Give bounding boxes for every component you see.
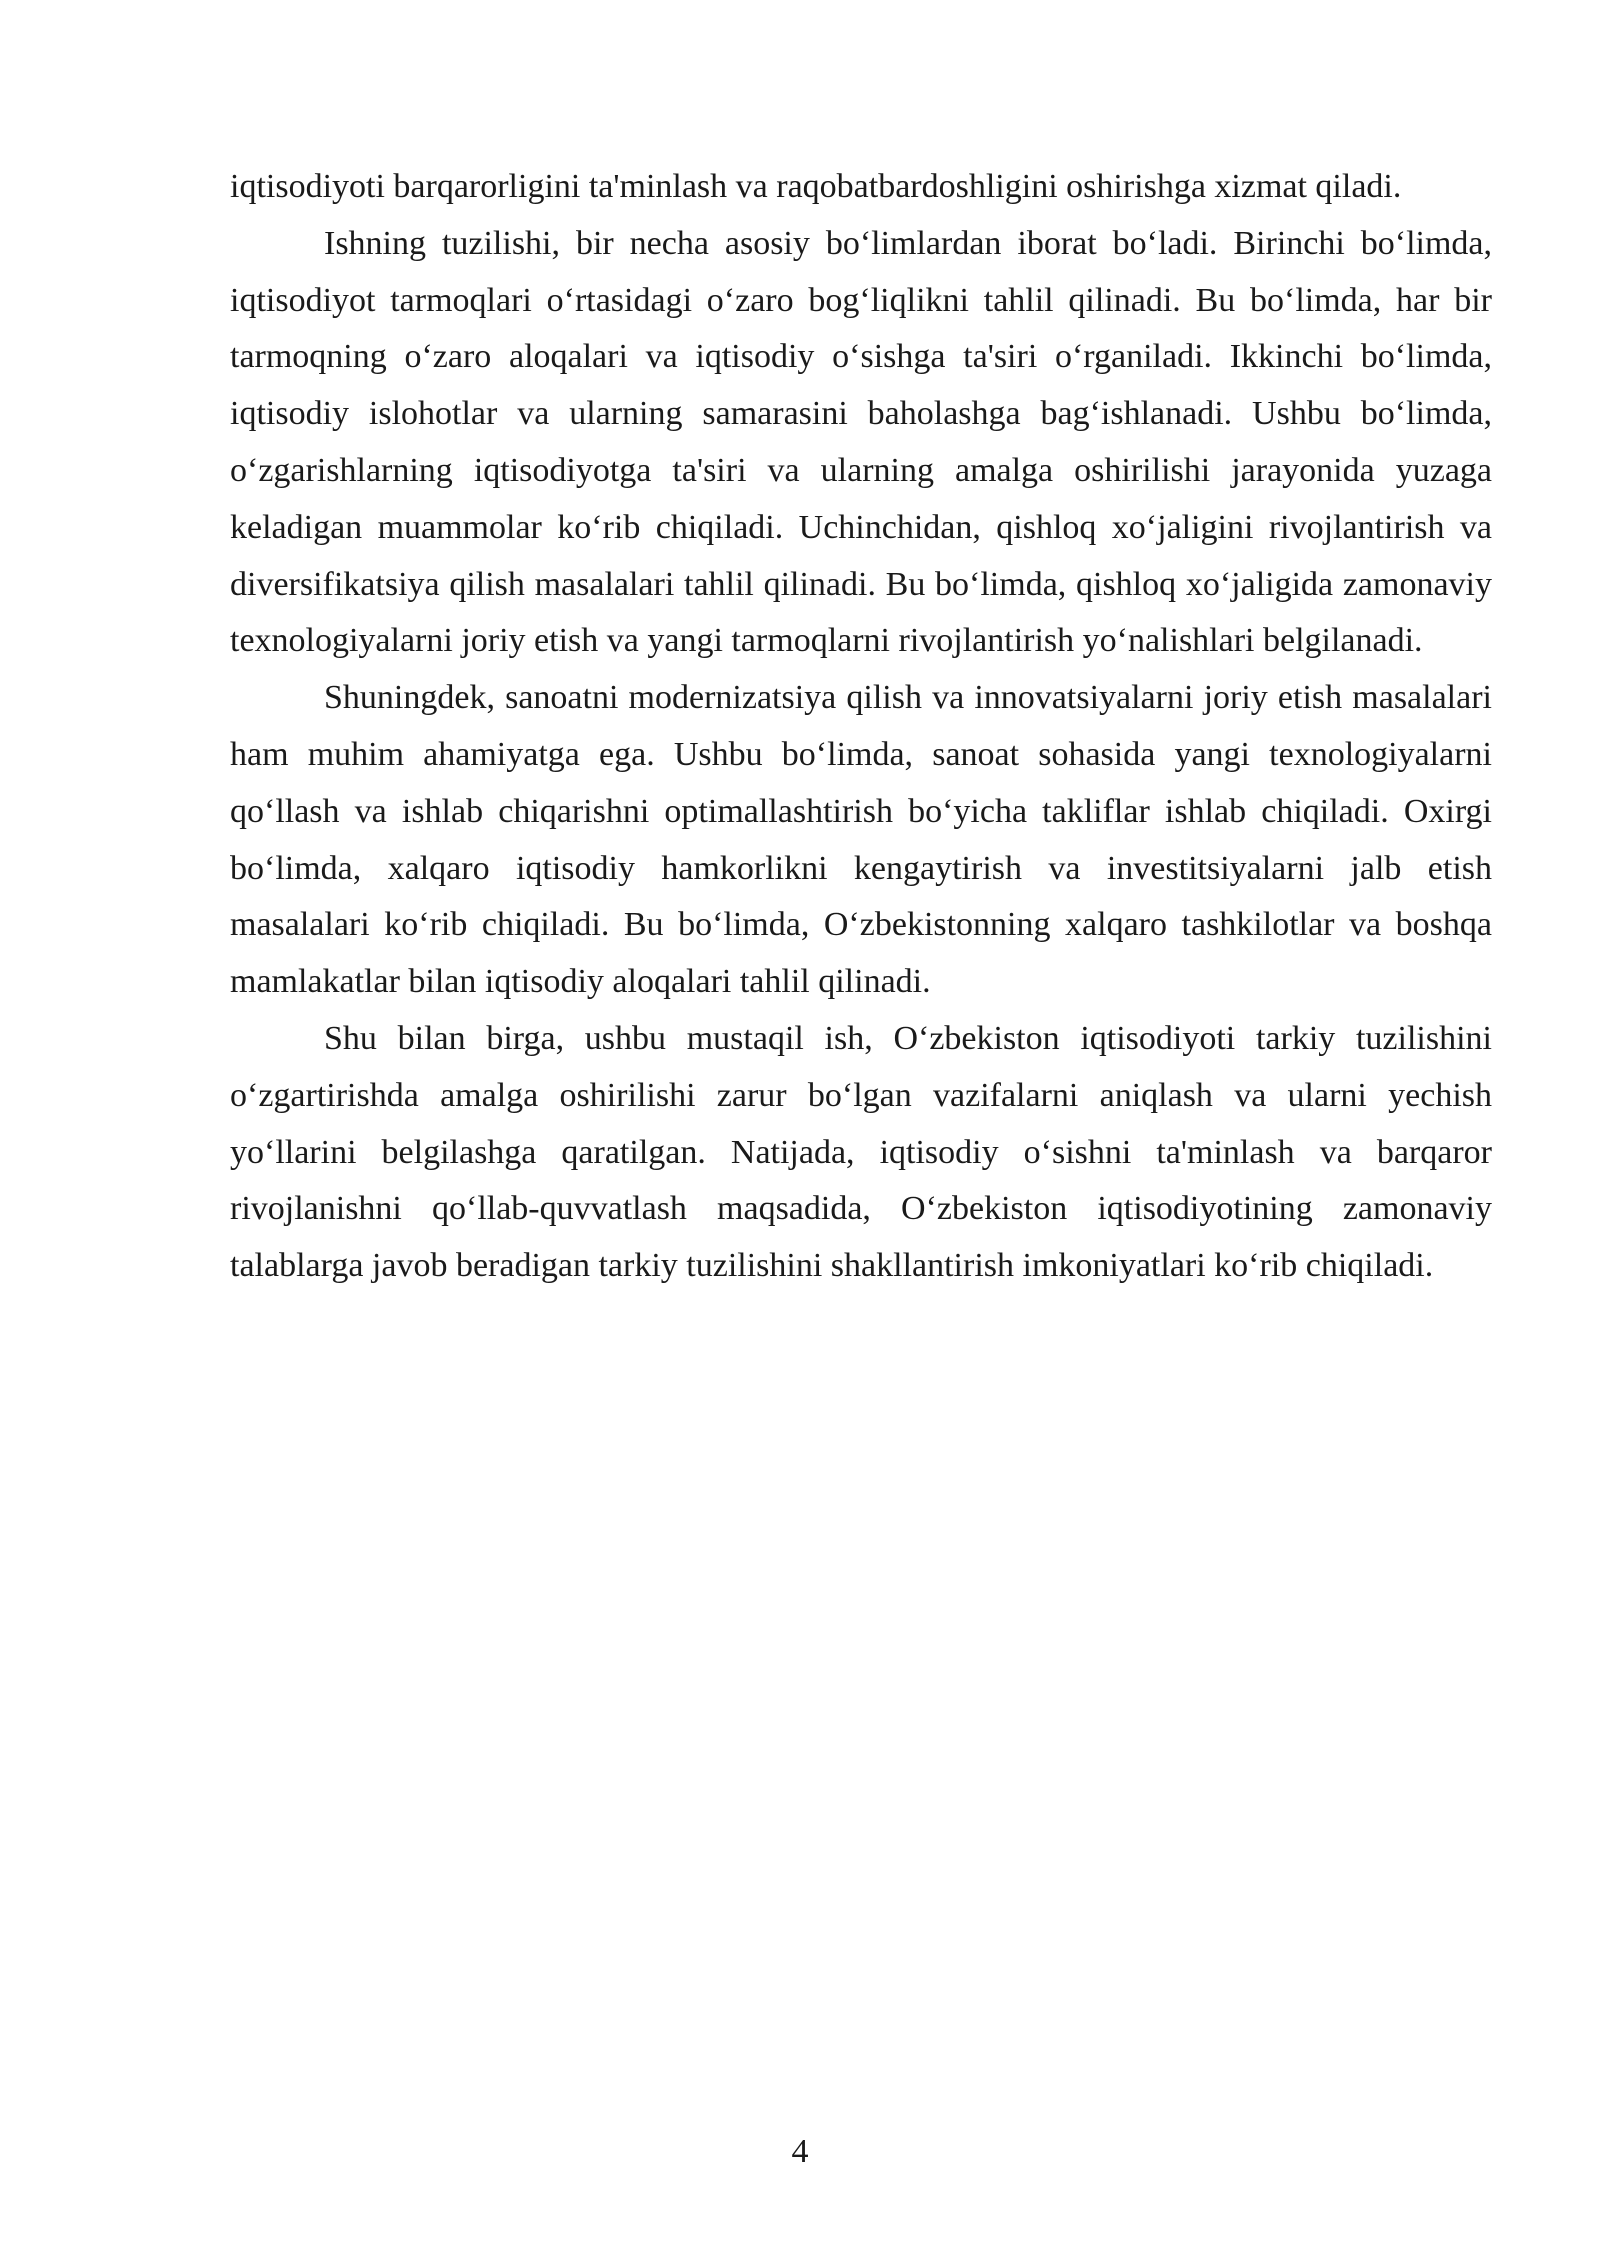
page-number: 4 bbox=[791, 2133, 809, 2170]
paragraph-structure-overview: Ishning tuzilishi, bir necha asosiy bo‘limlardan iborat bo‘ladi. Birinchi bo‘limda, iqtisodiyot tarmoqlari o‘rtasidagi o‘zaro bog‘liqlikni tahlil qilinadi. Bu bo‘limda, har bir tarmoqning o‘zaro aloqalari va iqtisodiy o‘sishga ta'siri o‘rganiladi. Ikkinchi bo‘limda, iqtisodiy islohotlar va ularning samarasini baholashga bag‘ishlanadi. Ushbu bo‘limda, o‘zgarishlarning iqtisodiyotga ta'siri va ularning amalga oshirilishi jarayonida yuzaga keladigan muammolar ko‘rib chiqiladi. Uchinchidan, qishloq xo‘jaligini rivojlantirish va diversifikatsiya qilish masalalari tahlil qilinadi. Bu bo‘limda, qishloq xo‘jaligida zamonaviy texnologiyalarni joriy etish va yangi tarmoqlarni rivojlantirish yo‘nalishlari belgilanadi. bbox=[230, 224, 1492, 660]
paragraph-conclusion: Shu bilan birga, ushbu mustaqil ish, O‘zbekiston iqtisodiyoti tarkiy tuzilishini o‘zgartirishda amalga oshirilishi zarur bo‘lgan vazifalarni aniqlash va ularni yechish yo‘llarini belgilashga qaratilgan. Natijada, iqtisodiy o‘sishni ta'minlash va barqaror rivojlanishni qo‘llab-quvvatlash maqsadida, O‘zbekiston iqtisodiyotining zamonaviy talablarga javob beradigan tarkiy tuzilishini shakllantirish imkoniyatlari ko‘rib chiqiladi. bbox=[230, 1019, 1492, 1285]
paragraph-continuation: iqtisodiyoti barqarorligini ta'minlash va raqobatbardoshligini oshirishga xizmat qiladi. bbox=[230, 168, 1402, 205]
body-text bbox=[230, 159, 1492, 1295]
paragraph-industry-modernization: Shuningdek, sanoatni modernizatsiya qilish va innovatsiyalarni joriy etish masalalari ham muhim ahamiyatga ega. Ushbu bo‘limda, sanoat sohasida yangi texnologiyalarni qo‘llash va ishlab chiqarishni optimallashtirish bo‘yicha takliflar ishlab chiqiladi. Oxirgi bo‘limda, xalqaro iqtisodiy hamkorlikni kengaytirish va investitsiyalarni jalb etish masalalari ko‘rib chiqiladi. Bu bo‘limda, O‘zbekistonning xalqaro tashkilotlar va boshqa mamlakatlar bilan iqtisodiy aloqalari tahlil qilinadi. bbox=[230, 679, 1492, 1001]
